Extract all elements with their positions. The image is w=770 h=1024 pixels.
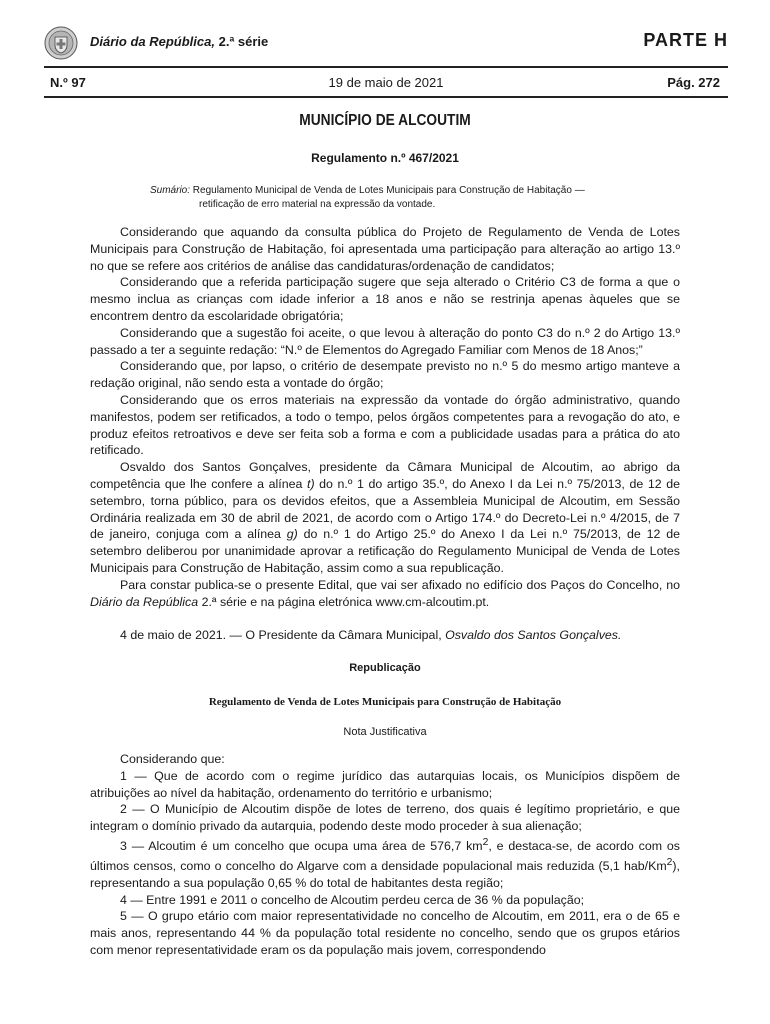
page-number: Pág. 272 — [667, 75, 720, 90]
issue-number: N.º 97 — [50, 75, 86, 90]
issue-date: 19 de maio de 2021 — [328, 75, 444, 90]
paragraph: Considerando que aquando da consulta pública do Projeto de Regulamento de Venda de Lotes Municipais para Construção de Habitação, foi apresentada uma participação para alteração ao artigo 13.º no que se refere aos critérios de análise das candidaturas/ordenação de candidatos; — [90, 225, 680, 273]
list-item: 3 — Alcoutim é um concelho que ocupa uma área de 576,7 $km^2$, e destaca-se, de acordo com os últimos censos, como o concelho do Algarve com a densidade populacional mais reduzida (5,1 hab/Km$^2$), representando a sua população 0,65 % do total de habitantes desta região; — [90, 836, 680, 890]
justification — [90, 751, 680, 959]
paragraph: Osvaldo dos Santos Gonçalves, presidente da Câmara Municipal de Alcoutim, ao abrigo da competência que lhe confere a alínea t) do n.º 1 do artigo 35.º, do Anexo I da Lei n.º 75/2013, de 12 de setembro, torna público, para os devidos efeitos, que a Assembleia Municipal de Alcoutim, em Sessão Ordinária realizada em 30 de abril de 2021, de acordo com o Artigo 174.º do Decreto-Lei n.º 4/2015, de 7 de janeiro, conjuga com a alínea g) do n.º 1 do Artigo 25.º do Anexo I da Lei n.º 75/2013, de 12 de setembro deliberou por unanimidade aprovar a retificação do Regulamento Municipal de Venda de Lotes Municipais para Construção de Habitação, assim como a sua republicação. — [90, 460, 680, 575]
meta-rule — [44, 96, 728, 98]
signatory-name: Osvaldo dos Santos Gonçalves. — [445, 628, 622, 642]
journal-header — [44, 26, 728, 60]
coat-of-arms-icon — [44, 26, 78, 60]
regulation-title: Regulamento de Venda de Lotes Municipais para Construção de Habitação — [208, 696, 562, 708]
journal-name: Diário da República, — [90, 34, 215, 49]
summary — [150, 184, 670, 212]
summary-label: Sumário: — [150, 185, 191, 196]
journal-serie: 2.ª série — [218, 34, 269, 49]
list-item: 1 — Que de acordo com o regime jurídico das autarquias locais, os Municípios dispõem de atribuições ao nível da habitação, ordenamento do território e urbanismo; — [90, 768, 680, 800]
paragraph: Considerando que os erros materiais na expressão da vontade do órgão administrativo, quando manifestos, podem ser retificados, a todo o tempo, pelos órgãos competentes para a revogação do ato, e produz efeitos retroativos e deve ser feita sob a forma e com a publicidade usadas para a prática do ato retificado. — [90, 392, 680, 458]
summary-line-1: Regulamento Municipal de Venda de Lotes Municipais para Construção de Habitação — — [192, 185, 585, 196]
header-rule — [44, 66, 728, 68]
summary-line-2: retificação de erro material na expressão da vontade. — [199, 199, 436, 210]
issuer-heading: MUNICÍPIO DE ALCOUTIM — [299, 112, 471, 129]
regulation-number: Regulamento n.º 467/2021 — [311, 151, 459, 165]
parte-label: PARTE H — [643, 30, 728, 50]
issue-meta — [44, 75, 728, 93]
paragraph: Para constar publica-se o presente Edital, que vai ser afixado no edifício dos Paços do Concelho, no Diário da República 2.ª série e na página eletrónica www.cm-alcoutim.pt. — [90, 577, 680, 609]
paragraph: Considerando que a sugestão foi aceite, o que levou à alteração do ponto C3 do n.º 2 do Artigo 13.º passado a ter a seguinte redação: “N.º de Elementos do Agregado Familiar com Menos de 18 Anos;” — [90, 325, 680, 357]
paragraph: Considerando que a referida participação sugere que seja alterado o Critério C3 de forma a que o mesmo inclua as crianças com idade inferior a 18 anos e não se restrinja apenas àqueles que se encontrem dentro da escolaridade obrigatória; — [90, 275, 680, 323]
paragraph: Considerando que, por lapso, o critério de desempate previsto no n.º 5 do mesmo artigo manteve a redação original, não sendo esta a vontade do órgão; — [90, 359, 680, 391]
list-item: 2 — O Município de Alcoutim dispõe de lotes de terreno, dos quais é legítimo proprietário, e que integram o domínio privado da autarquia, podendo deste modo proceder à sua alienação; — [90, 802, 680, 834]
note-heading: Nota Justificativa — [343, 726, 427, 738]
list-item: 5 — O grupo etário com maior representatividade no concelho de Alcoutim, em 2011, era o de 65 e mais anos, representando 44 % da população total residente no concelho, sendo que os grupos etários com menor representatividade eram os da população mais jovem, correspondendo — [90, 909, 680, 958]
preamble — [90, 224, 680, 610]
paragraph: Considerando que: — [120, 752, 225, 766]
republication-heading: Republicação — [349, 662, 421, 674]
journal-title — [90, 34, 268, 49]
list-item: 4 — Entre 1991 e 2011 o concelho de Alcoutim perdeu cerca de 36 % da população; — [120, 892, 585, 907]
signature-line: 4 de maio de 2021. — O Presidente da Câmara Municipal, Osvaldo dos Santos Gonçalves. — [120, 628, 622, 642]
